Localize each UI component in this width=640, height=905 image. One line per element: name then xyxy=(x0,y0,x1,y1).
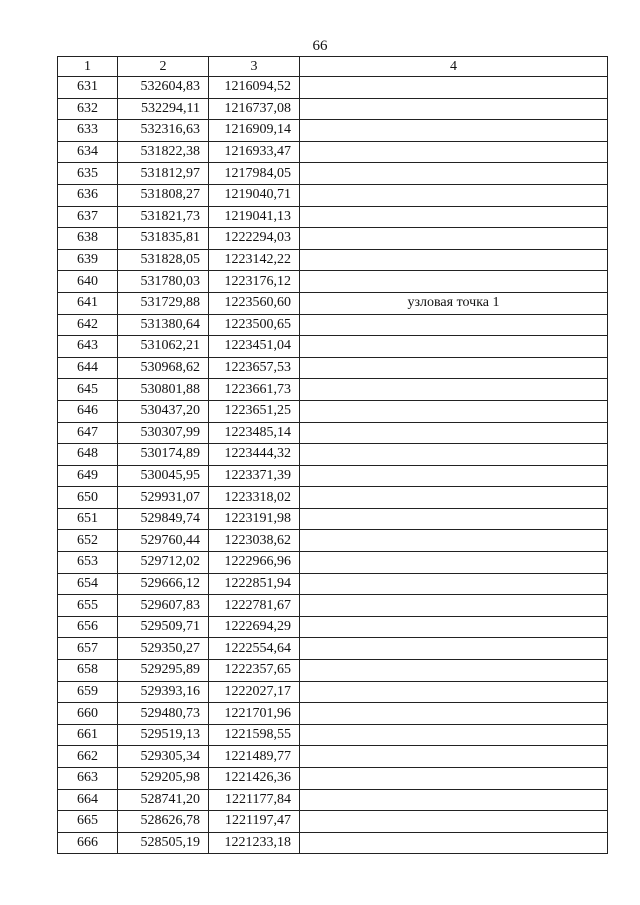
y-coordinate-cell: 1223318,02 xyxy=(209,487,300,509)
y-coordinate-cell: 1223371,39 xyxy=(209,465,300,487)
x-coordinate-cell: 532316,63 xyxy=(118,120,209,142)
x-coordinate-cell: 529519,13 xyxy=(118,724,209,746)
note-cell xyxy=(300,573,608,595)
y-coordinate-cell: 1223661,73 xyxy=(209,379,300,401)
point-number-cell: 663 xyxy=(58,768,118,790)
x-coordinate-cell: 531828,05 xyxy=(118,249,209,271)
x-coordinate-cell: 529607,83 xyxy=(118,595,209,617)
table-row xyxy=(58,336,608,358)
x-coordinate-cell: 530968,62 xyxy=(118,357,209,379)
x-coordinate-cell: 530174,89 xyxy=(118,444,209,466)
note-cell xyxy=(300,681,608,703)
point-number-cell: 648 xyxy=(58,444,118,466)
x-coordinate-cell: 529350,27 xyxy=(118,638,209,660)
point-number-cell: 633 xyxy=(58,120,118,142)
table-row xyxy=(58,77,608,99)
y-coordinate-cell: 1223176,12 xyxy=(209,271,300,293)
column-header-3: 3 xyxy=(209,57,300,77)
x-coordinate-cell: 530045,95 xyxy=(118,465,209,487)
point-number-cell: 655 xyxy=(58,595,118,617)
y-coordinate-cell: 1221197,47 xyxy=(209,811,300,833)
note-cell xyxy=(300,789,608,811)
point-number-cell: 659 xyxy=(58,681,118,703)
table-row xyxy=(58,703,608,725)
table-row xyxy=(58,681,608,703)
table-row xyxy=(58,249,608,271)
point-number-cell: 661 xyxy=(58,724,118,746)
y-coordinate-cell: 1222781,67 xyxy=(209,595,300,617)
x-coordinate-cell: 528626,78 xyxy=(118,811,209,833)
note-cell xyxy=(300,249,608,271)
x-coordinate-cell: 531812,97 xyxy=(118,163,209,185)
table-row xyxy=(58,120,608,142)
table-row xyxy=(58,832,608,854)
point-number-cell: 657 xyxy=(58,638,118,660)
note-cell xyxy=(300,379,608,401)
y-coordinate-cell: 1221177,84 xyxy=(209,789,300,811)
note-cell xyxy=(300,141,608,163)
x-coordinate-cell: 531062,21 xyxy=(118,336,209,358)
note-cell xyxy=(300,400,608,422)
note-cell xyxy=(300,314,608,336)
y-coordinate-cell: 1222694,29 xyxy=(209,616,300,638)
x-coordinate-cell: 531729,88 xyxy=(118,292,209,314)
y-coordinate-cell: 1221426,36 xyxy=(209,768,300,790)
x-coordinate-cell: 529760,44 xyxy=(118,530,209,552)
x-coordinate-cell: 530801,88 xyxy=(118,379,209,401)
note-cell xyxy=(300,768,608,790)
point-number-cell: 637 xyxy=(58,206,118,228)
x-coordinate-cell: 528741,20 xyxy=(118,789,209,811)
note-cell xyxy=(300,228,608,250)
x-coordinate-cell: 531380,64 xyxy=(118,314,209,336)
y-coordinate-cell: 1221598,55 xyxy=(209,724,300,746)
y-coordinate-cell: 1223485,14 xyxy=(209,422,300,444)
y-coordinate-cell: 1222554,64 xyxy=(209,638,300,660)
y-coordinate-cell: 1221489,77 xyxy=(209,746,300,768)
note-cell xyxy=(300,508,608,530)
point-number-cell: 651 xyxy=(58,508,118,530)
x-coordinate-cell: 531835,81 xyxy=(118,228,209,250)
table-row xyxy=(58,638,608,660)
table-row xyxy=(58,379,608,401)
y-coordinate-cell: 1216737,08 xyxy=(209,98,300,120)
point-number-cell: 652 xyxy=(58,530,118,552)
point-number-cell: 653 xyxy=(58,552,118,574)
note-cell xyxy=(300,422,608,444)
point-number-cell: 640 xyxy=(58,271,118,293)
note-cell xyxy=(300,832,608,854)
table-row xyxy=(58,508,608,530)
y-coordinate-cell: 1221233,18 xyxy=(209,832,300,854)
note-cell xyxy=(300,703,608,725)
note-cell xyxy=(300,336,608,358)
x-coordinate-cell: 529393,16 xyxy=(118,681,209,703)
y-coordinate-cell: 1223560,60 xyxy=(209,292,300,314)
table-row xyxy=(58,811,608,833)
y-coordinate-cell: 1223038,62 xyxy=(209,530,300,552)
x-coordinate-cell: 529205,98 xyxy=(118,768,209,790)
point-number-cell: 654 xyxy=(58,573,118,595)
column-header-2: 2 xyxy=(118,57,209,77)
x-coordinate-cell: 529295,89 xyxy=(118,660,209,682)
table-row xyxy=(58,768,608,790)
note-cell xyxy=(300,811,608,833)
table-row xyxy=(58,552,608,574)
x-coordinate-cell: 532294,11 xyxy=(118,98,209,120)
point-number-cell: 635 xyxy=(58,163,118,185)
table-row xyxy=(58,163,608,185)
table-row xyxy=(58,292,608,314)
x-coordinate-cell: 529480,73 xyxy=(118,703,209,725)
point-number-cell: 638 xyxy=(58,228,118,250)
table-row xyxy=(58,228,608,250)
table-row xyxy=(58,746,608,768)
point-number-cell: 643 xyxy=(58,336,118,358)
y-coordinate-cell: 1221701,96 xyxy=(209,703,300,725)
point-number-cell: 665 xyxy=(58,811,118,833)
note-cell xyxy=(300,120,608,142)
note-cell xyxy=(300,487,608,509)
note-cell xyxy=(300,638,608,660)
point-number-cell: 632 xyxy=(58,98,118,120)
point-number-cell: 660 xyxy=(58,703,118,725)
note-cell xyxy=(300,724,608,746)
table-row xyxy=(58,595,608,617)
point-number-cell: 645 xyxy=(58,379,118,401)
table-row xyxy=(58,314,608,336)
y-coordinate-cell: 1222294,03 xyxy=(209,228,300,250)
x-coordinate-cell: 529849,74 xyxy=(118,508,209,530)
note-cell xyxy=(300,357,608,379)
x-coordinate-cell: 529666,12 xyxy=(118,573,209,595)
x-coordinate-cell: 531808,27 xyxy=(118,184,209,206)
y-coordinate-cell: 1222966,96 xyxy=(209,552,300,574)
note-cell xyxy=(300,163,608,185)
point-number-cell: 639 xyxy=(58,249,118,271)
point-number-cell: 666 xyxy=(58,832,118,854)
table-row xyxy=(58,444,608,466)
x-coordinate-cell: 528505,19 xyxy=(118,832,209,854)
note-cell xyxy=(300,98,608,120)
y-coordinate-cell: 1216909,14 xyxy=(209,120,300,142)
table-row xyxy=(58,357,608,379)
x-coordinate-cell: 532604,83 xyxy=(118,77,209,99)
point-number-cell: 664 xyxy=(58,789,118,811)
note-cell: узловая точка 1 xyxy=(300,292,608,314)
x-coordinate-cell: 530307,99 xyxy=(118,422,209,444)
column-header-4: 4 xyxy=(300,57,608,77)
point-number-cell: 649 xyxy=(58,465,118,487)
table-row xyxy=(58,465,608,487)
x-coordinate-cell: 529509,71 xyxy=(118,616,209,638)
point-number-cell: 650 xyxy=(58,487,118,509)
y-coordinate-cell: 1223651,25 xyxy=(209,400,300,422)
table-row xyxy=(58,271,608,293)
table-row xyxy=(58,206,608,228)
table-header xyxy=(58,57,608,77)
coordinates-table xyxy=(57,56,608,854)
table-row xyxy=(58,422,608,444)
note-cell xyxy=(300,77,608,99)
table-row xyxy=(58,616,608,638)
y-coordinate-cell: 1223500,65 xyxy=(209,314,300,336)
x-coordinate-cell: 529305,34 xyxy=(118,746,209,768)
y-coordinate-cell: 1216094,52 xyxy=(209,77,300,99)
x-coordinate-cell: 529712,02 xyxy=(118,552,209,574)
table-body xyxy=(58,77,608,854)
x-coordinate-cell: 531821,73 xyxy=(118,206,209,228)
note-cell xyxy=(300,206,608,228)
column-header-1: 1 xyxy=(58,57,118,77)
x-coordinate-cell: 531822,38 xyxy=(118,141,209,163)
point-number-cell: 646 xyxy=(58,400,118,422)
note-cell xyxy=(300,552,608,574)
x-coordinate-cell: 530437,20 xyxy=(118,400,209,422)
point-number-cell: 631 xyxy=(58,77,118,99)
note-cell xyxy=(300,465,608,487)
header-row xyxy=(58,57,608,77)
table-row xyxy=(58,789,608,811)
y-coordinate-cell: 1216933,47 xyxy=(209,141,300,163)
point-number-cell: 641 xyxy=(58,292,118,314)
table-row xyxy=(58,141,608,163)
table-row xyxy=(58,724,608,746)
y-coordinate-cell: 1222357,65 xyxy=(209,660,300,682)
y-coordinate-cell: 1222027,17 xyxy=(209,681,300,703)
y-coordinate-cell: 1223657,53 xyxy=(209,357,300,379)
point-number-cell: 656 xyxy=(58,616,118,638)
y-coordinate-cell: 1223191,98 xyxy=(209,508,300,530)
y-coordinate-cell: 1223142,22 xyxy=(209,249,300,271)
y-coordinate-cell: 1219041,13 xyxy=(209,206,300,228)
note-cell xyxy=(300,530,608,552)
note-cell xyxy=(300,616,608,638)
table-row xyxy=(58,530,608,552)
x-coordinate-cell: 529931,07 xyxy=(118,487,209,509)
y-coordinate-cell: 1222851,94 xyxy=(209,573,300,595)
point-number-cell: 647 xyxy=(58,422,118,444)
point-number-cell: 636 xyxy=(58,184,118,206)
note-cell xyxy=(300,660,608,682)
note-cell xyxy=(300,444,608,466)
y-coordinate-cell: 1223444,32 xyxy=(209,444,300,466)
note-cell xyxy=(300,271,608,293)
table-row xyxy=(58,98,608,120)
y-coordinate-cell: 1223451,04 xyxy=(209,336,300,358)
table-row xyxy=(58,400,608,422)
point-number-cell: 662 xyxy=(58,746,118,768)
point-number-cell: 658 xyxy=(58,660,118,682)
table-row xyxy=(58,487,608,509)
table-row xyxy=(58,660,608,682)
table-row xyxy=(58,573,608,595)
point-number-cell: 642 xyxy=(58,314,118,336)
table-row xyxy=(58,184,608,206)
note-cell xyxy=(300,595,608,617)
note-cell xyxy=(300,184,608,206)
y-coordinate-cell: 1219040,71 xyxy=(209,184,300,206)
y-coordinate-cell: 1217984,05 xyxy=(209,163,300,185)
point-number-cell: 644 xyxy=(58,357,118,379)
page-number: 66 xyxy=(312,38,328,54)
point-number-cell: 634 xyxy=(58,141,118,163)
x-coordinate-cell: 531780,03 xyxy=(118,271,209,293)
note-cell xyxy=(300,746,608,768)
